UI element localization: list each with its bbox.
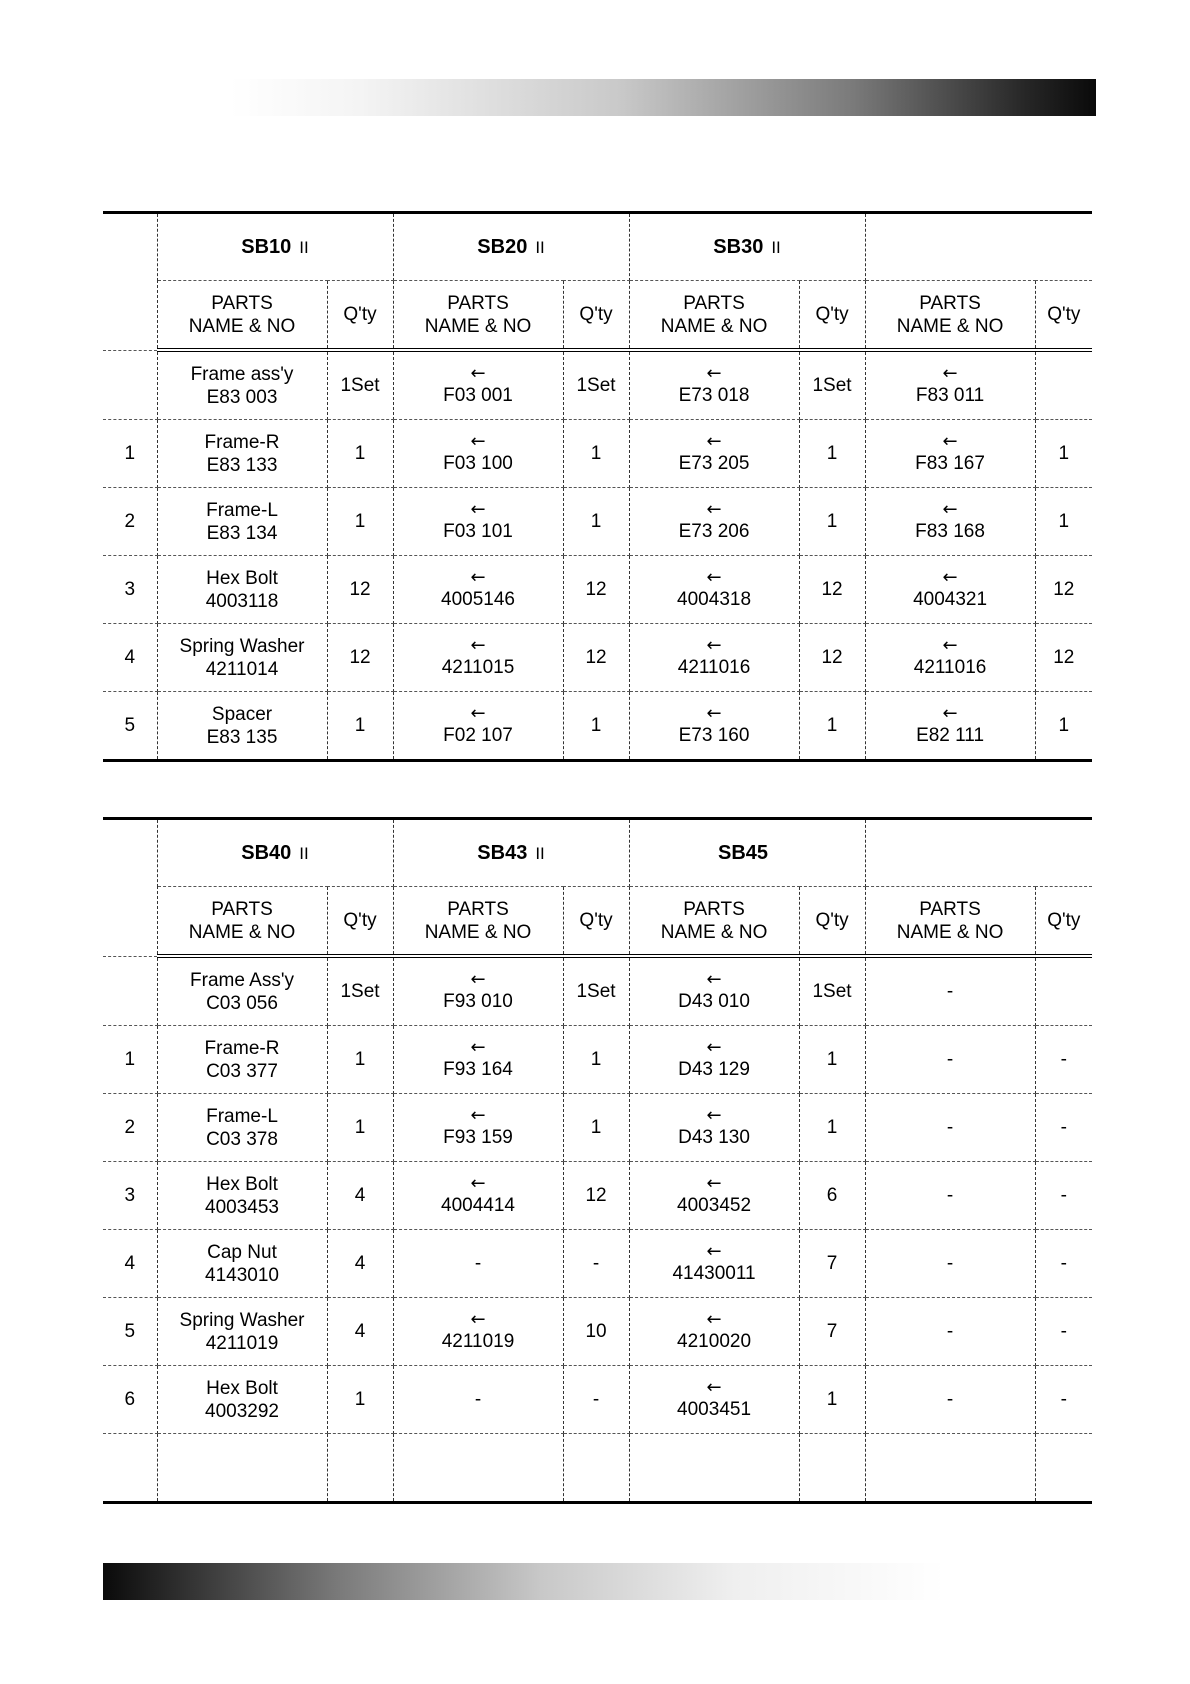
row-index: [103, 956, 157, 1026]
qty-cell: 4: [327, 1230, 393, 1298]
qty-header: Q'ty: [1035, 887, 1092, 957]
part-cell: [157, 1298, 327, 1366]
same-as-left-arrow-icon: ←: [942, 363, 958, 384]
model-name: SB40: [241, 841, 292, 864]
name-no-label: NAME & NO: [896, 921, 1004, 943]
qty-header: Q'ty: [799, 887, 865, 957]
row-index: 1: [103, 420, 157, 488]
qty-cell: 12: [799, 624, 865, 692]
same-as-left-arrow-icon: ←: [470, 1309, 486, 1330]
part-number: E73 018: [678, 385, 750, 406]
model-header: [865, 213, 1092, 281]
qty-cell: -: [1035, 1298, 1092, 1366]
model-header-row: [103, 819, 1092, 887]
part-cell: [629, 624, 799, 692]
parts-label: PARTS: [683, 898, 745, 920]
qty-cell: 1: [563, 1026, 629, 1094]
part-number: 4004321: [913, 589, 988, 610]
part-number: F93 164: [443, 1059, 513, 1080]
part-number: 4143010: [205, 1264, 279, 1286]
part-cell: [865, 956, 1035, 1026]
same-as-left-arrow-icon: ←: [706, 635, 722, 656]
table-row: [103, 350, 1092, 420]
qty-cell: -: [1035, 1162, 1092, 1230]
same-as-left-arrow-icon: ←: [470, 703, 486, 724]
part-cell: [865, 1094, 1035, 1162]
part-cell: [629, 1162, 799, 1230]
part-number: E83 134: [206, 522, 278, 544]
qty-header: Q'ty: [327, 281, 393, 351]
qty-cell: 1: [799, 1366, 865, 1434]
same-as-left-arrow-icon: ←: [706, 1377, 722, 1398]
row-index: [103, 1434, 157, 1503]
part-number: 4211019: [441, 1331, 515, 1352]
same-as-left-arrow-icon: ←: [942, 499, 958, 520]
part-number: E73 160: [678, 725, 750, 746]
part-cell: [393, 1366, 563, 1434]
same-as-left-arrow-icon: ←: [470, 363, 486, 384]
qty-cell: 7: [799, 1298, 865, 1366]
same-as-left-arrow-icon: ←: [470, 1173, 486, 1194]
qty-header: Q'ty: [563, 281, 629, 351]
part-cell: [157, 1094, 327, 1162]
row-index: 6: [103, 1366, 157, 1434]
part-number: 4211014: [205, 658, 279, 680]
part-cell: [393, 1162, 563, 1230]
part-cell: [865, 692, 1035, 761]
qty-cell: [1035, 956, 1092, 1026]
part-number: F83 167: [915, 453, 985, 474]
part-name: Hex Bolt: [206, 567, 278, 589]
name-no-label: NAME & NO: [660, 315, 768, 337]
same-as-left-arrow-icon: ←: [706, 431, 722, 452]
qty-cell: 1: [327, 692, 393, 761]
part-cell: [157, 420, 327, 488]
qty-cell: 12: [799, 556, 865, 624]
table-row: [103, 956, 1092, 1026]
part-cell: [865, 420, 1035, 488]
row-index: 3: [103, 556, 157, 624]
part-cell: [629, 556, 799, 624]
row-index: 5: [103, 1298, 157, 1366]
qty-cell: 1Set: [327, 350, 393, 420]
column-header-row: [103, 887, 1092, 957]
table-row: [103, 556, 1092, 624]
part-number: C03 056: [206, 992, 278, 1014]
model-version: II: [299, 237, 309, 257]
part-name: -: [946, 1117, 954, 1138]
part-name: -: [946, 1185, 954, 1206]
table-row: [103, 1026, 1092, 1094]
part-cell: [865, 556, 1035, 624]
name-no-label: NAME & NO: [424, 921, 532, 943]
model-header: [629, 819, 865, 887]
row-index: 5: [103, 692, 157, 761]
part-name: Frame Ass'y: [190, 969, 294, 991]
part-name: -: [474, 1389, 482, 1410]
qty-cell: [1035, 1434, 1092, 1503]
parts-table-2: [103, 817, 1092, 1504]
qty-cell: [799, 1434, 865, 1503]
part-number: E83 003: [206, 386, 278, 408]
part-cell: [157, 624, 327, 692]
same-as-left-arrow-icon: ←: [706, 363, 722, 384]
model-name: SB20: [477, 235, 528, 258]
part-cell: [157, 556, 327, 624]
row-index: 3: [103, 1162, 157, 1230]
part-number: F02 107: [443, 725, 513, 746]
same-as-left-arrow-icon: ←: [470, 969, 486, 990]
qty-cell: 1: [327, 1366, 393, 1434]
part-number: 4005146: [441, 589, 515, 610]
qty-cell: -: [563, 1366, 629, 1434]
part-name: Frame-L: [206, 1105, 278, 1127]
part-name: -: [946, 1321, 954, 1342]
index-header-cell: [103, 213, 157, 351]
part-number: F93 159: [443, 1127, 513, 1148]
qty-cell: 1: [799, 420, 865, 488]
part-cell: [865, 1366, 1035, 1434]
same-as-left-arrow-icon: ←: [470, 1105, 486, 1126]
qty-header: Q'ty: [563, 887, 629, 957]
part-name: Hex Bolt: [206, 1173, 278, 1195]
part-cell: [393, 956, 563, 1026]
part-cell: [393, 488, 563, 556]
part-cell: [629, 1094, 799, 1162]
part-name: Frame ass'y: [190, 363, 294, 385]
row-index: 1: [103, 1026, 157, 1094]
part-number: 4003453: [205, 1196, 279, 1218]
part-cell: [157, 488, 327, 556]
part-cell: [393, 420, 563, 488]
part-number: E83 133: [206, 454, 278, 476]
parts-label: PARTS: [447, 898, 509, 920]
qty-cell: 1: [1035, 420, 1092, 488]
same-as-left-arrow-icon: ←: [470, 567, 486, 588]
parts-name-no-header: [393, 887, 563, 957]
part-number: 4004318: [677, 589, 752, 610]
part-name: -: [946, 1049, 954, 1070]
part-number: 4003451: [677, 1399, 752, 1420]
footer-gradient-bar: [103, 1563, 945, 1600]
part-name: Frame-L: [206, 499, 278, 521]
qty-cell: 1: [799, 488, 865, 556]
table-row: [103, 624, 1092, 692]
model-header: [865, 819, 1092, 887]
qty-cell: 1: [327, 1094, 393, 1162]
part-cell: [393, 350, 563, 420]
same-as-left-arrow-icon: ←: [942, 567, 958, 588]
parts-name-no-header: [629, 887, 799, 957]
part-cell: [865, 350, 1035, 420]
model-header: [393, 819, 629, 887]
part-name: -: [946, 981, 954, 1002]
same-as-left-arrow-icon: ←: [706, 703, 722, 724]
qty-cell: 1: [1035, 692, 1092, 761]
qty-cell: [1035, 350, 1092, 420]
name-no-label: NAME & NO: [896, 315, 1004, 337]
part-number: F93 010: [443, 991, 513, 1012]
part-cell: [865, 624, 1035, 692]
part-number: 4211019: [205, 1332, 279, 1354]
name-no-label: NAME & NO: [660, 921, 768, 943]
part-number: D43 130: [678, 1127, 750, 1148]
part-number: D43 010: [678, 991, 750, 1012]
part-cell: [157, 692, 327, 761]
part-cell: [629, 692, 799, 761]
qty-cell: 12: [327, 624, 393, 692]
part-number: C03 377: [206, 1060, 278, 1082]
model-header-row: [103, 213, 1092, 281]
model-version: II: [299, 843, 309, 863]
part-cell: [629, 350, 799, 420]
qty-cell: 1: [1035, 488, 1092, 556]
parts-table-1: [103, 211, 1092, 762]
model-header: [629, 213, 865, 281]
part-number: 4003118: [205, 590, 279, 612]
same-as-left-arrow-icon: ←: [706, 1173, 722, 1194]
part-cell: [393, 1026, 563, 1094]
qty-cell: 1Set: [563, 956, 629, 1026]
part-cell: [629, 488, 799, 556]
model-name: SB43: [477, 841, 528, 864]
part-number: 4211016: [913, 657, 987, 678]
part-cell: [865, 1162, 1035, 1230]
part-cell: [865, 1434, 1035, 1503]
qty-cell: 12: [563, 556, 629, 624]
part-cell: [865, 488, 1035, 556]
qty-cell: -: [1035, 1366, 1092, 1434]
table-row: [103, 692, 1092, 761]
parts-label: PARTS: [447, 292, 509, 314]
row-index: [103, 350, 157, 420]
parts-name-no-header: [865, 887, 1035, 957]
name-no-label: NAME & NO: [188, 921, 296, 943]
part-cell: [629, 1298, 799, 1366]
model-version: II: [771, 237, 781, 257]
qty-cell: 4: [327, 1162, 393, 1230]
qty-cell: 1: [563, 420, 629, 488]
table-row: [103, 1230, 1092, 1298]
qty-cell: 1Set: [563, 350, 629, 420]
qty-cell: -: [1035, 1094, 1092, 1162]
part-cell: [393, 692, 563, 761]
part-name: -: [946, 1253, 954, 1274]
qty-cell: 1: [799, 692, 865, 761]
table-row: [103, 488, 1092, 556]
same-as-left-arrow-icon: ←: [706, 1037, 722, 1058]
row-index: 4: [103, 624, 157, 692]
table-row: [103, 1298, 1092, 1366]
same-as-left-arrow-icon: ←: [470, 1037, 486, 1058]
qty-cell: 1Set: [799, 956, 865, 1026]
qty-cell: 4: [327, 1298, 393, 1366]
part-cell: [629, 1434, 799, 1503]
qty-header: Q'ty: [799, 281, 865, 351]
part-cell: [629, 1366, 799, 1434]
qty-cell: -: [563, 1230, 629, 1298]
qty-cell: 1: [563, 692, 629, 761]
part-cell: [393, 624, 563, 692]
qty-cell: 12: [563, 1162, 629, 1230]
qty-cell: [327, 1434, 393, 1503]
part-name: Spring Washer: [179, 635, 305, 657]
same-as-left-arrow-icon: ←: [942, 703, 958, 724]
part-name: Frame-R: [204, 431, 280, 453]
same-as-left-arrow-icon: ←: [706, 499, 722, 520]
qty-cell: 1: [799, 1094, 865, 1162]
part-cell: [157, 350, 327, 420]
model-version: II: [535, 843, 545, 863]
parts-name-no-header: [393, 281, 563, 351]
part-cell: [629, 1026, 799, 1094]
part-number: F03 001: [443, 385, 513, 406]
part-cell: [393, 1094, 563, 1162]
table-row: [103, 1094, 1092, 1162]
same-as-left-arrow-icon: ←: [706, 1309, 722, 1330]
model-version: II: [535, 237, 545, 257]
parts-label: PARTS: [919, 898, 981, 920]
same-as-left-arrow-icon: ←: [942, 635, 958, 656]
part-cell: [393, 1298, 563, 1366]
part-number: 4211015: [441, 657, 515, 678]
same-as-left-arrow-icon: ←: [706, 1105, 722, 1126]
qty-cell: -: [1035, 1230, 1092, 1298]
part-cell: [393, 556, 563, 624]
part-number: 4210020: [677, 1331, 752, 1352]
part-number: 4003452: [677, 1195, 752, 1216]
part-number: 4004414: [441, 1195, 515, 1216]
part-name: Frame-R: [204, 1037, 280, 1059]
part-number: F83 168: [915, 521, 985, 542]
same-as-left-arrow-icon: ←: [470, 499, 486, 520]
same-as-left-arrow-icon: ←: [942, 431, 958, 452]
qty-cell: 1: [799, 1026, 865, 1094]
part-name: -: [474, 1253, 482, 1274]
part-number: 4211016: [677, 657, 751, 678]
part-cell: [865, 1230, 1035, 1298]
index-header-cell: [103, 819, 157, 957]
qty-cell: 12: [1035, 624, 1092, 692]
qty-cell: [563, 1434, 629, 1503]
qty-header: Q'ty: [1035, 281, 1092, 351]
row-index: 2: [103, 1094, 157, 1162]
qty-cell: 1: [327, 488, 393, 556]
qty-cell: 1: [327, 1026, 393, 1094]
part-name: -: [946, 1389, 954, 1410]
qty-cell: 12: [1035, 556, 1092, 624]
part-cell: [393, 1434, 563, 1503]
same-as-left-arrow-icon: ←: [470, 635, 486, 656]
model-name: SB10: [241, 235, 292, 258]
part-number: 4003292: [205, 1400, 279, 1422]
part-number: C03 378: [206, 1128, 278, 1150]
part-cell: [393, 1230, 563, 1298]
name-no-label: NAME & NO: [424, 315, 532, 337]
part-cell: [157, 1026, 327, 1094]
qty-cell: 1: [563, 1094, 629, 1162]
part-cell: [865, 1026, 1035, 1094]
parts-label: PARTS: [211, 292, 273, 314]
model-header: [157, 213, 393, 281]
qty-cell: 1: [327, 420, 393, 488]
table-row: [103, 1162, 1092, 1230]
header-gradient-bar: [230, 79, 1096, 116]
part-name: Cap Nut: [207, 1241, 277, 1263]
parts-name-no-header: [157, 281, 327, 351]
part-cell: [157, 1434, 327, 1503]
part-cell: [629, 956, 799, 1026]
qty-cell: 1: [563, 488, 629, 556]
part-number: E73 205: [678, 453, 750, 474]
parts-label: PARTS: [683, 292, 745, 314]
table-row: [103, 1366, 1092, 1434]
same-as-left-arrow-icon: ←: [706, 567, 722, 588]
qty-cell: 6: [799, 1162, 865, 1230]
parts-name-no-header: [629, 281, 799, 351]
row-index: 4: [103, 1230, 157, 1298]
qty-cell: 10: [563, 1298, 629, 1366]
part-number: F03 101: [443, 521, 513, 542]
part-name: Hex Bolt: [206, 1377, 278, 1399]
same-as-left-arrow-icon: ←: [706, 1241, 722, 1262]
same-as-left-arrow-icon: ←: [470, 431, 486, 452]
part-name: Spacer: [211, 703, 273, 725]
model-name: SB30: [713, 235, 764, 258]
part-number: F83 011: [915, 385, 985, 406]
name-no-label: NAME & NO: [188, 315, 296, 337]
column-header-row: [103, 281, 1092, 351]
row-index: 2: [103, 488, 157, 556]
parts-name-no-header: [157, 887, 327, 957]
part-name: Spring Washer: [179, 1309, 305, 1331]
model-header: [157, 819, 393, 887]
part-number: 41430011: [672, 1263, 756, 1284]
table-row: [103, 420, 1092, 488]
part-cell: [629, 1230, 799, 1298]
parts-label: PARTS: [919, 292, 981, 314]
part-cell: [157, 956, 327, 1026]
same-as-left-arrow-icon: ←: [706, 969, 722, 990]
model-name: SB45: [718, 841, 769, 864]
part-cell: [157, 1162, 327, 1230]
model-header: [393, 213, 629, 281]
part-number: F03 100: [443, 453, 513, 474]
qty-cell: 1Set: [327, 956, 393, 1026]
part-number: E73 206: [678, 521, 750, 542]
parts-label: PARTS: [211, 898, 273, 920]
table-row: [103, 1434, 1092, 1503]
part-cell: [157, 1230, 327, 1298]
parts-name-no-header: [865, 281, 1035, 351]
qty-cell: 1Set: [799, 350, 865, 420]
qty-header: Q'ty: [327, 887, 393, 957]
part-number: D43 129: [678, 1059, 750, 1080]
qty-cell: -: [1035, 1026, 1092, 1094]
qty-cell: 12: [563, 624, 629, 692]
part-cell: [865, 1298, 1035, 1366]
qty-cell: 7: [799, 1230, 865, 1298]
part-cell: [157, 1366, 327, 1434]
part-number: E82 111: [916, 725, 985, 746]
part-cell: [629, 420, 799, 488]
part-number: E83 135: [206, 726, 278, 748]
qty-cell: 12: [327, 556, 393, 624]
